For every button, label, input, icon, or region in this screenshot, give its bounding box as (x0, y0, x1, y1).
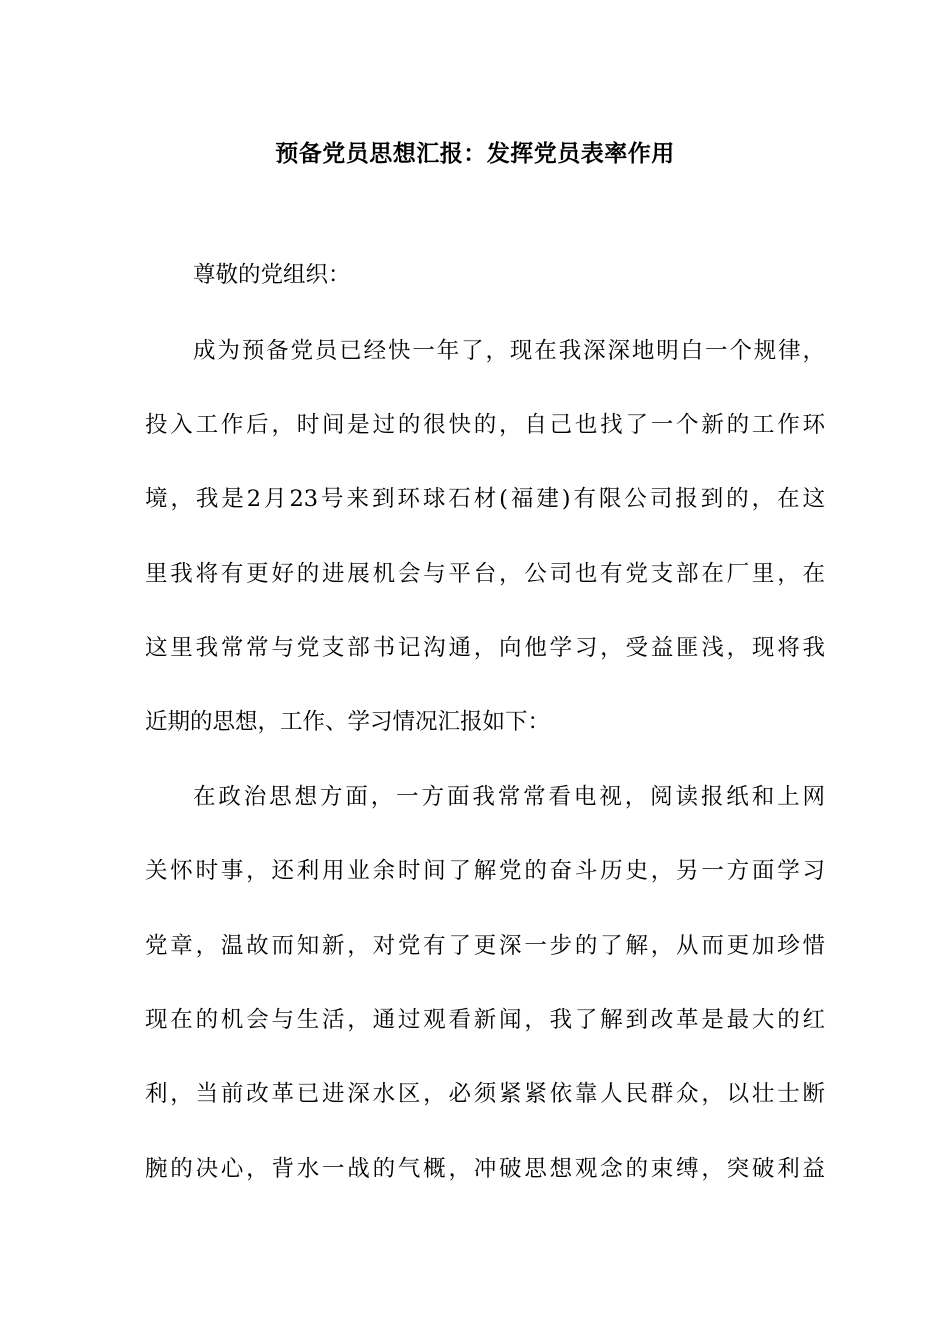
paragraph-line: 现在的机会与生活，通过观看新闻，我了解到改革是最大的红 (145, 1007, 825, 1033)
paragraph-line: 境，我是2月23号来到环球石材(福建)有限公司报到的，在这 (145, 486, 825, 512)
paragraph-line: 里我将有更好的进展机会与平台，公司也有党支部在厂里，在 (145, 561, 825, 587)
paragraph-line: 利，当前改革已进深水区，必须紧紧依靠人民群众，以壮士断 (145, 1081, 825, 1107)
paragraph-line: 党章，温故而知新，对党有了更深一步的了解，从而更加珍惜 (145, 933, 825, 959)
paragraph-line: 这里我常常与党支部书记沟通，向他学习，受益匪浅，现将我 (145, 635, 825, 661)
paragraph-line: 投入工作后，时间是过的很快的，自己也找了一个新的工作环 (145, 412, 825, 438)
paragraph-line: 在政治思想方面，一方面我常常看电视，阅读报纸和上网 (193, 784, 825, 810)
salutation-line: 尊敬的党组织： (193, 262, 351, 288)
paragraph-line: 关怀时事，还利用业余时间了解党的奋斗历史，另一方面学习 (145, 858, 825, 884)
paragraph-line: 近期的思想，工作、学习情况汇报如下： (145, 709, 551, 735)
paragraph-line: 腕的决心，背水一战的气概，冲破思想观念的束缚，突破利益 (145, 1156, 825, 1182)
document-title: 预备党员思想汇报：发挥党员表率作用 (275, 141, 675, 167)
paragraph-line: 成为预备党员已经快一年了，现在我深深地明白一个规律， (193, 338, 825, 364)
